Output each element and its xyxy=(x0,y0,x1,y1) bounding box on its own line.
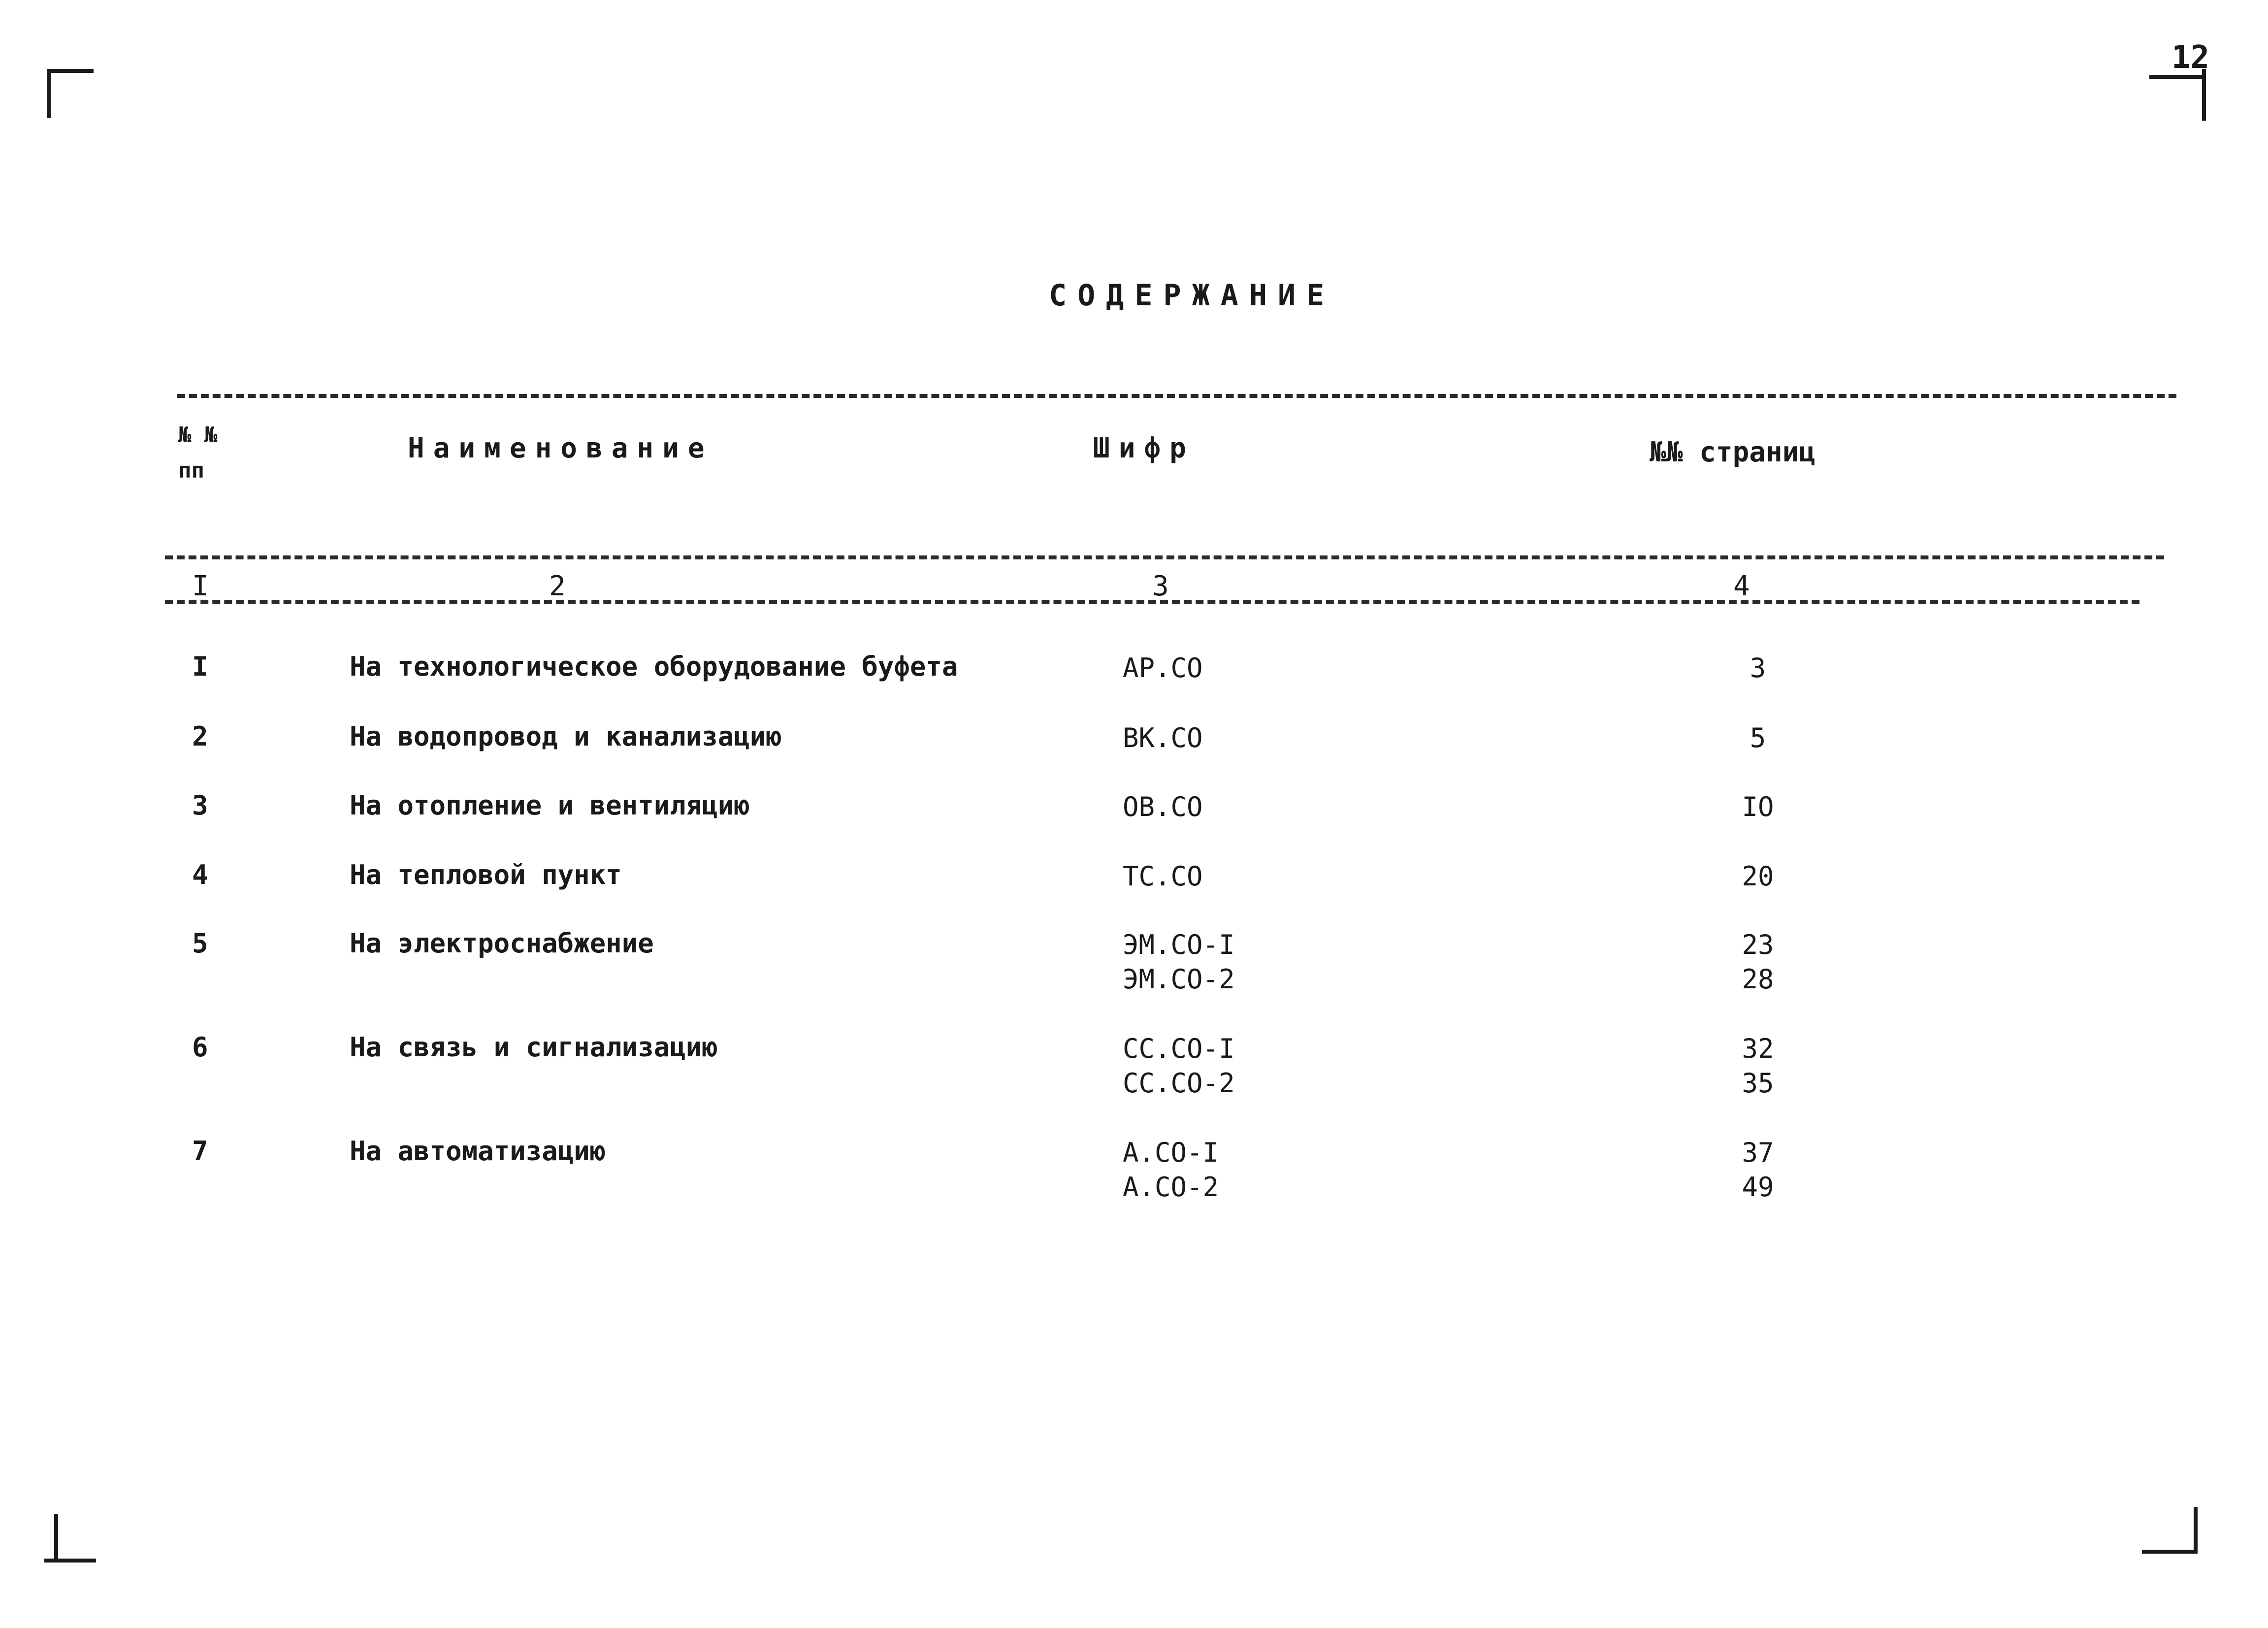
header-name: Наименование xyxy=(408,432,713,464)
row-number: 5 xyxy=(192,928,208,959)
row-pages-cell xyxy=(1709,859,1807,894)
row-code: ОВ.СО xyxy=(1123,791,1203,822)
column-number-1: I xyxy=(192,570,209,602)
row-pages-cell xyxy=(1709,721,1807,755)
row-code: СС.СО-I xyxy=(1123,1033,1235,1064)
row-pages: 49 xyxy=(1742,1172,1774,1203)
row-pages: 5 xyxy=(1750,722,1766,753)
row-code-cell xyxy=(1123,928,1235,997)
row-code: ЭМ.СО-2 xyxy=(1123,964,1235,995)
row-name: На автоматизацию xyxy=(350,1136,606,1167)
header-bottom-rule xyxy=(165,555,2164,559)
row-number: 2 xyxy=(192,721,208,752)
page-title: СОДЕРЖАНИЕ xyxy=(1049,278,1335,313)
row-number: 7 xyxy=(192,1136,208,1167)
page-number: 12 xyxy=(2171,39,2210,76)
row-code-cell xyxy=(1123,859,1203,894)
row-code-cell xyxy=(1123,721,1203,755)
header-code: Шифр xyxy=(1093,432,1195,464)
row-pages-cell xyxy=(1709,790,1807,824)
table-top-rule xyxy=(177,394,2176,398)
row-pages-cell xyxy=(1709,928,1807,997)
row-code: СС.СО-2 xyxy=(1123,1068,1235,1099)
row-pages-cell xyxy=(1709,1032,1807,1101)
row-code-cell xyxy=(1123,1136,1219,1205)
row-code: АР.СО xyxy=(1123,652,1203,684)
row-pages: 3 xyxy=(1750,652,1766,684)
header-num-line2: пп xyxy=(178,458,204,483)
row-pages: 28 xyxy=(1742,964,1774,995)
row-number: 4 xyxy=(192,859,208,890)
row-name: На электроснабжение xyxy=(350,928,654,959)
row-pages-cell xyxy=(1709,1136,1807,1205)
row-name: На отопление и вентиляцию xyxy=(350,790,750,821)
row-number: 3 xyxy=(192,790,208,821)
row-code: ВК.СО xyxy=(1123,722,1203,753)
row-pages: 35 xyxy=(1742,1068,1774,1099)
row-code: А.СО-I xyxy=(1123,1137,1219,1168)
row-code: ЭМ.СО-I xyxy=(1123,929,1235,960)
row-pages: 32 xyxy=(1742,1033,1774,1064)
row-code: А.СО-2 xyxy=(1123,1172,1219,1203)
row-pages: 23 xyxy=(1742,929,1774,960)
header-pages: №№ страниц xyxy=(1650,436,1816,468)
row-pages: 37 xyxy=(1742,1137,1774,1168)
row-pages: 20 xyxy=(1742,861,1774,892)
row-pages: IO xyxy=(1742,791,1774,822)
row-name: На технологическое оборудование буфета xyxy=(350,651,958,682)
row-number: 6 xyxy=(192,1032,208,1063)
column-number-4: 4 xyxy=(1733,570,1750,602)
row-code: ТС.СО xyxy=(1123,861,1203,892)
row-name: На водопровод и канализацию xyxy=(350,721,782,752)
row-code-cell xyxy=(1123,790,1203,824)
column-number-3: 3 xyxy=(1152,570,1169,602)
row-code-cell xyxy=(1123,651,1203,685)
row-name: На тепловой пункт xyxy=(350,859,622,890)
row-number: I xyxy=(192,651,208,682)
column-number-2: 2 xyxy=(549,570,566,602)
row-name: На связь и сигнализацию xyxy=(350,1032,718,1063)
row-pages-cell xyxy=(1709,651,1807,685)
row-code-cell xyxy=(1123,1032,1235,1101)
header-num-line1: № № xyxy=(178,423,218,448)
